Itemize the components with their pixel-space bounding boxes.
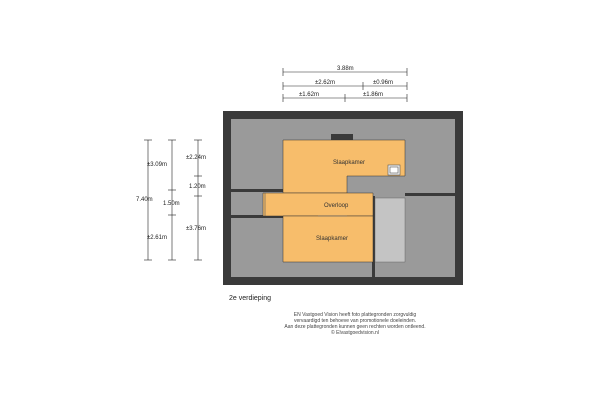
dim-left-lower: ±2.61m xyxy=(147,235,167,241)
dim-left-upper: ±3.09m xyxy=(147,162,167,168)
dim-top-total: 3.88m xyxy=(337,66,354,72)
landing-area xyxy=(263,193,373,216)
disclaimer xyxy=(265,312,445,336)
dim-top-right: ±0.96m xyxy=(373,80,393,86)
dim-top-left: ±2.62m xyxy=(315,80,335,86)
room-label-upper-bedroom: Slaapkamer xyxy=(333,160,366,166)
room-label-lower-bedroom: Slaapkamer xyxy=(316,236,349,242)
dim-top-bottom-left: ±1.62m xyxy=(299,92,319,98)
disclaimer-line: Aan deze plattegronden kunnen geen rechten worden ontleend. xyxy=(284,324,426,330)
stairwell xyxy=(375,198,405,262)
dim-left-mid: 1.50m xyxy=(163,201,180,207)
dim-left-total: 7.40m xyxy=(136,197,153,203)
dim-left-r-top: ±2.24m xyxy=(186,155,206,161)
disclaimer-line: © Elvastgoedvision.nl xyxy=(331,330,379,336)
disclaimer-line: vervaardigd ten behoeve van promotionele doeleinden. xyxy=(293,318,417,324)
dim-left-r-bottom: ±3.76m xyxy=(186,226,206,232)
dim-left-r-mid: 1.20m xyxy=(189,184,206,190)
floor-label: 2e verdieping xyxy=(229,295,272,302)
disclaimer-line: EN Vastgoed Vision heeft foto plattegronden zorgvuldig xyxy=(293,312,417,318)
dim-top-bottom-right: ±1.86m xyxy=(363,92,383,98)
room-label-landing: Overloop xyxy=(324,203,349,209)
